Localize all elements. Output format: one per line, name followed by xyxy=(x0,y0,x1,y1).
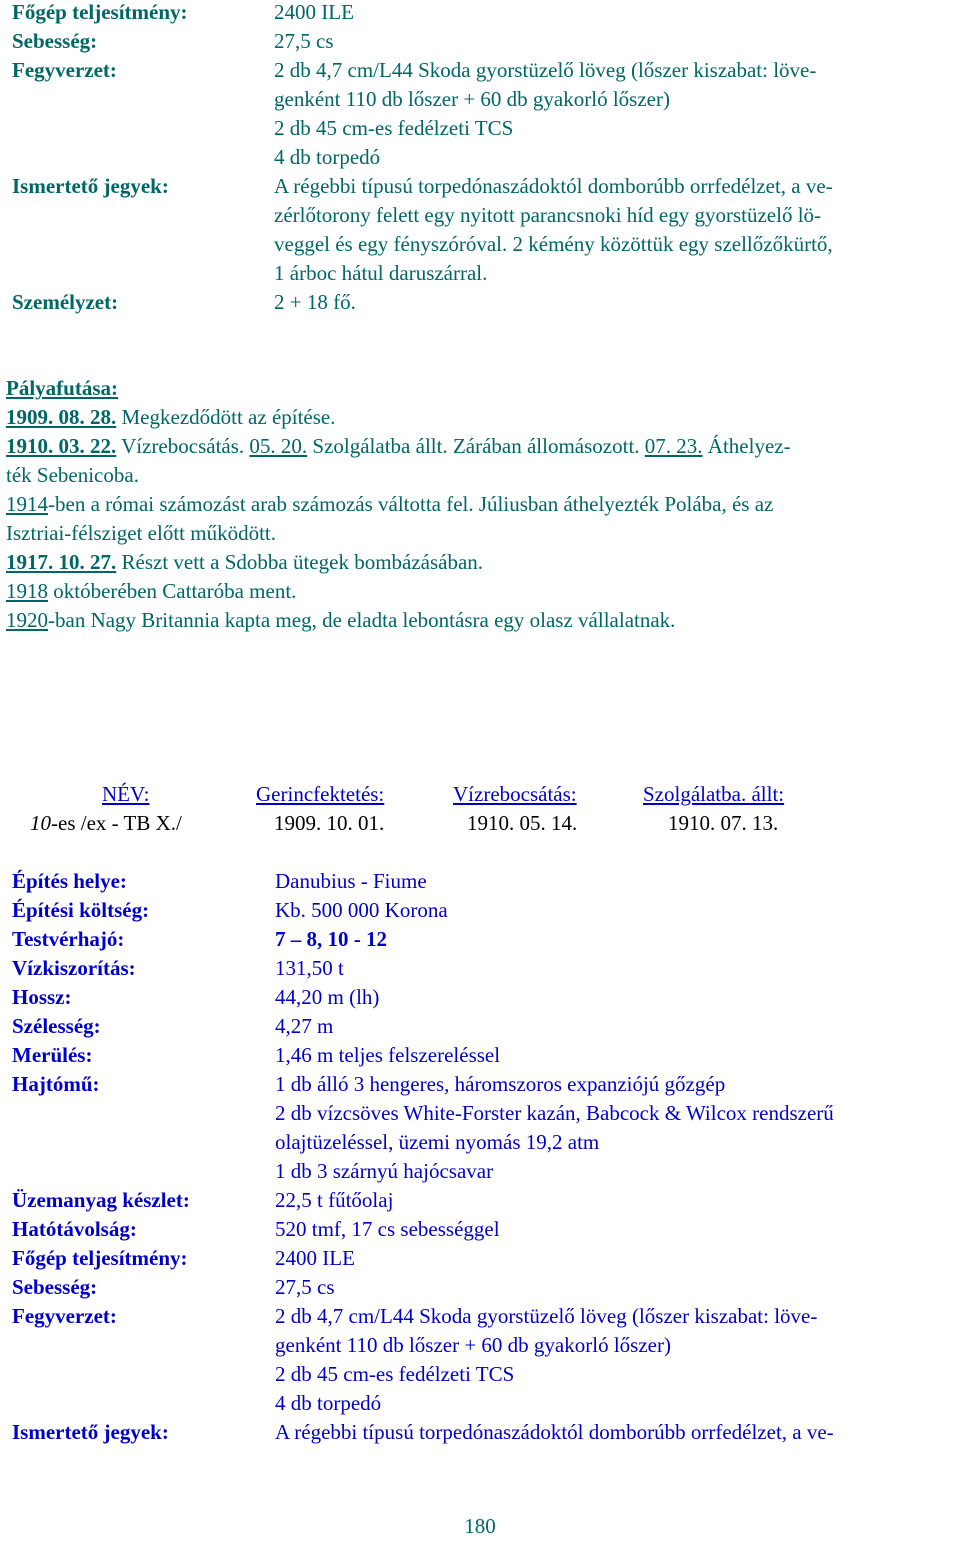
career-text: Szolgálatba állt. Zárában állomásozott. xyxy=(307,434,645,458)
career-date: 1917. 10. 27. xyxy=(6,550,117,574)
spec-value: 4 db torpedó xyxy=(275,1391,382,1415)
spec-label: Sebesség: xyxy=(12,29,98,53)
spec-value: veggel és egy fényszóróval. 2 kémény közöttük egy szellőzőkürtő, xyxy=(274,232,833,256)
spec-row xyxy=(12,85,952,114)
career-date: 1909. 08. 28. xyxy=(6,405,117,429)
spec-value: 27,5 cs xyxy=(274,29,334,53)
spec-row xyxy=(12,114,952,143)
spec-row xyxy=(12,1157,952,1186)
spec-value: 1,46 m teljes felszereléssel xyxy=(275,1043,501,1067)
spec-row xyxy=(12,867,952,896)
spec-value: Kb. 500 000 Korona xyxy=(275,898,448,922)
spec-value: 22,5 t fűtőolaj xyxy=(275,1188,394,1212)
spec-value: 2400 ILE xyxy=(274,0,354,24)
spec-label: Merülés: xyxy=(12,1043,93,1067)
spec-label: Építés helye: xyxy=(12,869,127,893)
career-text: Megkezdődött az építése. xyxy=(116,405,336,429)
career-line xyxy=(6,490,956,519)
spec-row xyxy=(12,925,952,954)
career-text: -ben a római számozást arab számozás váltotta fel. Júliusban áthelyezték Polába, és az xyxy=(48,492,774,516)
spec-row xyxy=(12,27,952,56)
spec-row xyxy=(12,1070,952,1099)
spec-value: 27,5 cs xyxy=(275,1275,335,1299)
career-date: 1910. 03. 22. xyxy=(6,434,117,458)
career-text: októberében Cattaróba ment. xyxy=(48,579,297,603)
spec-value: 2 db 4,7 cm/L44 Skoda gyorstüzelő löveg (lőszer kiszabat: löve- xyxy=(274,58,817,82)
career-date: 1914 xyxy=(6,492,48,516)
career-line xyxy=(6,432,956,461)
spec-row xyxy=(12,288,952,317)
spec-value: 1 árboc hátul daruszárral. xyxy=(274,261,488,285)
spec-value: 2 db 45 cm-es fedélzeti TCS xyxy=(275,1362,515,1386)
career-line xyxy=(6,548,956,577)
career-text: Áthelyez- xyxy=(702,434,791,458)
spec-row xyxy=(12,1244,952,1273)
spec-row xyxy=(12,1099,952,1128)
spec-value: genként 110 db lőszer + 60 db gyakorló lőszer) xyxy=(275,1333,671,1357)
spec-value: 4 db torpedó xyxy=(274,145,381,169)
spec-row xyxy=(12,1128,952,1157)
spec-value: 2 + 18 fő. xyxy=(274,290,356,314)
table-ship-name xyxy=(30,809,182,838)
spec-label: Vízkiszorítás: xyxy=(12,956,136,980)
spec-row xyxy=(12,143,952,172)
spec-label: Testvérhajó: xyxy=(12,927,125,951)
spec-row xyxy=(12,1041,952,1070)
spec-row xyxy=(12,56,952,85)
career-date: 1918 xyxy=(6,579,48,603)
ship-name-rest: -es /ex - TB X./ xyxy=(51,811,182,835)
spec-label: Építési költség: xyxy=(12,898,150,922)
table-service-date: 1910. 07. 13. xyxy=(668,811,779,835)
table-launch-date: 1910. 05. 14. xyxy=(467,811,578,835)
career-date: 05. 20. xyxy=(249,434,308,458)
spec-row xyxy=(12,1215,952,1244)
spec-row xyxy=(12,1273,952,1302)
spec-row xyxy=(12,1389,952,1418)
career-text: Vízrebocsátás. xyxy=(116,434,250,458)
career-heading: Pályafutása: xyxy=(6,376,118,400)
spec-value: 131,50 t xyxy=(275,956,344,980)
spec-label: Üzemanyag készlet: xyxy=(12,1188,190,1212)
spec-row xyxy=(12,1186,952,1215)
career-date: 1920 xyxy=(6,608,48,632)
spec-row xyxy=(12,896,952,925)
spec-row xyxy=(12,1418,952,1447)
table-keel-date: 1909. 10. 01. xyxy=(274,811,385,835)
career-text: Részt vett a Sdobba ütegek bombázásában. xyxy=(116,550,484,574)
spec-label: Fegyverzet: xyxy=(12,58,117,82)
spec-label: Hatótávolság: xyxy=(12,1217,137,1241)
spec-label: Szélesség: xyxy=(12,1014,101,1038)
spec-value: olajtüzeléssel, üzemi nyomás 19,2 atm xyxy=(275,1130,600,1154)
spec-label: Hajtómű: xyxy=(12,1072,100,1096)
spec-value: 4,27 m xyxy=(275,1014,334,1038)
spec-label: Ismertető jegyek: xyxy=(12,174,169,198)
career-date: 07. 23. xyxy=(644,434,703,458)
spec-row xyxy=(12,172,952,201)
spec-row xyxy=(12,0,952,27)
spec-row xyxy=(12,1302,952,1331)
career-line xyxy=(6,403,956,432)
spec-value: 1 db álló 3 hengeres, háromszoros expanziójú gőzgép xyxy=(275,1072,726,1096)
spec-label: Sebesség: xyxy=(12,1275,98,1299)
spec-label: Főgép teljesítmény: xyxy=(12,0,188,24)
spec-label: Hossz: xyxy=(12,985,72,1009)
table-header-service: Szolgálatba. állt: xyxy=(643,782,785,806)
table-header-launch: Vízrebocsátás: xyxy=(453,782,577,806)
spec-row xyxy=(12,259,952,288)
career-line xyxy=(6,577,956,606)
spec-row xyxy=(12,954,952,983)
spec-value: 2 db vízcsöves White-Forster kazán, Babcock & Wilcox rendszerű xyxy=(275,1101,834,1125)
spec-value: 2400 ILE xyxy=(275,1246,355,1270)
spec-row xyxy=(12,1360,952,1389)
spec-row xyxy=(12,201,952,230)
spec-value: genként 110 db lőszer + 60 db gyakorló lőszer) xyxy=(274,87,670,111)
page-number: 180 xyxy=(464,1514,496,1538)
spec-value: 1 db 3 szárnyú hajócsavar xyxy=(275,1159,494,1183)
spec-row xyxy=(12,983,952,1012)
spec-value: 520 tmf, 17 cs sebességgel xyxy=(275,1217,500,1241)
spec-value: A régebbi típusú torpedónaszádoktól domborúbb orrfedélzet, a ve- xyxy=(275,1420,834,1444)
spec-value: 2 db 4,7 cm/L44 Skoda gyorstüzelő löveg (lőszer kiszabat: löve- xyxy=(275,1304,818,1328)
spec-value: 44,20 m (lh) xyxy=(275,985,380,1009)
career-text: -ban Nagy Britannia kapta meg, de eladta lebontásra egy olasz vállalatnak. xyxy=(48,608,676,632)
table-header-name: NÉV: xyxy=(102,782,150,806)
spec-label: Ismertető jegyek: xyxy=(12,1420,169,1444)
career-line: ték Sebenicoba. xyxy=(6,463,139,487)
career-line xyxy=(6,606,956,635)
spec-value: Danubius - Fiume xyxy=(275,869,427,893)
spec-row xyxy=(12,1331,952,1360)
spec-label: Fegyverzet: xyxy=(12,1304,117,1328)
spec-value: A régebbi típusú torpedónaszádoktól domborúbb orrfedélzet, a ve- xyxy=(274,174,833,198)
ship-number: 10 xyxy=(30,811,51,835)
spec-row xyxy=(12,230,952,259)
spec-label: Személyzet: xyxy=(12,290,119,314)
spec-value: 7 – 8, 10 - 12 xyxy=(275,927,387,951)
spec-row xyxy=(12,1012,952,1041)
career-line: Isztriai-félsziget előtt működött. xyxy=(6,521,277,545)
spec-label: Főgép teljesítmény: xyxy=(12,1246,188,1270)
spec-value: 2 db 45 cm-es fedélzeti TCS xyxy=(274,116,514,140)
table-header-keel: Gerincfektetés: xyxy=(256,782,385,806)
spec-value: zérlőtorony felett egy nyitott parancsnoki híd egy gyorstüzelő lö- xyxy=(274,203,822,227)
